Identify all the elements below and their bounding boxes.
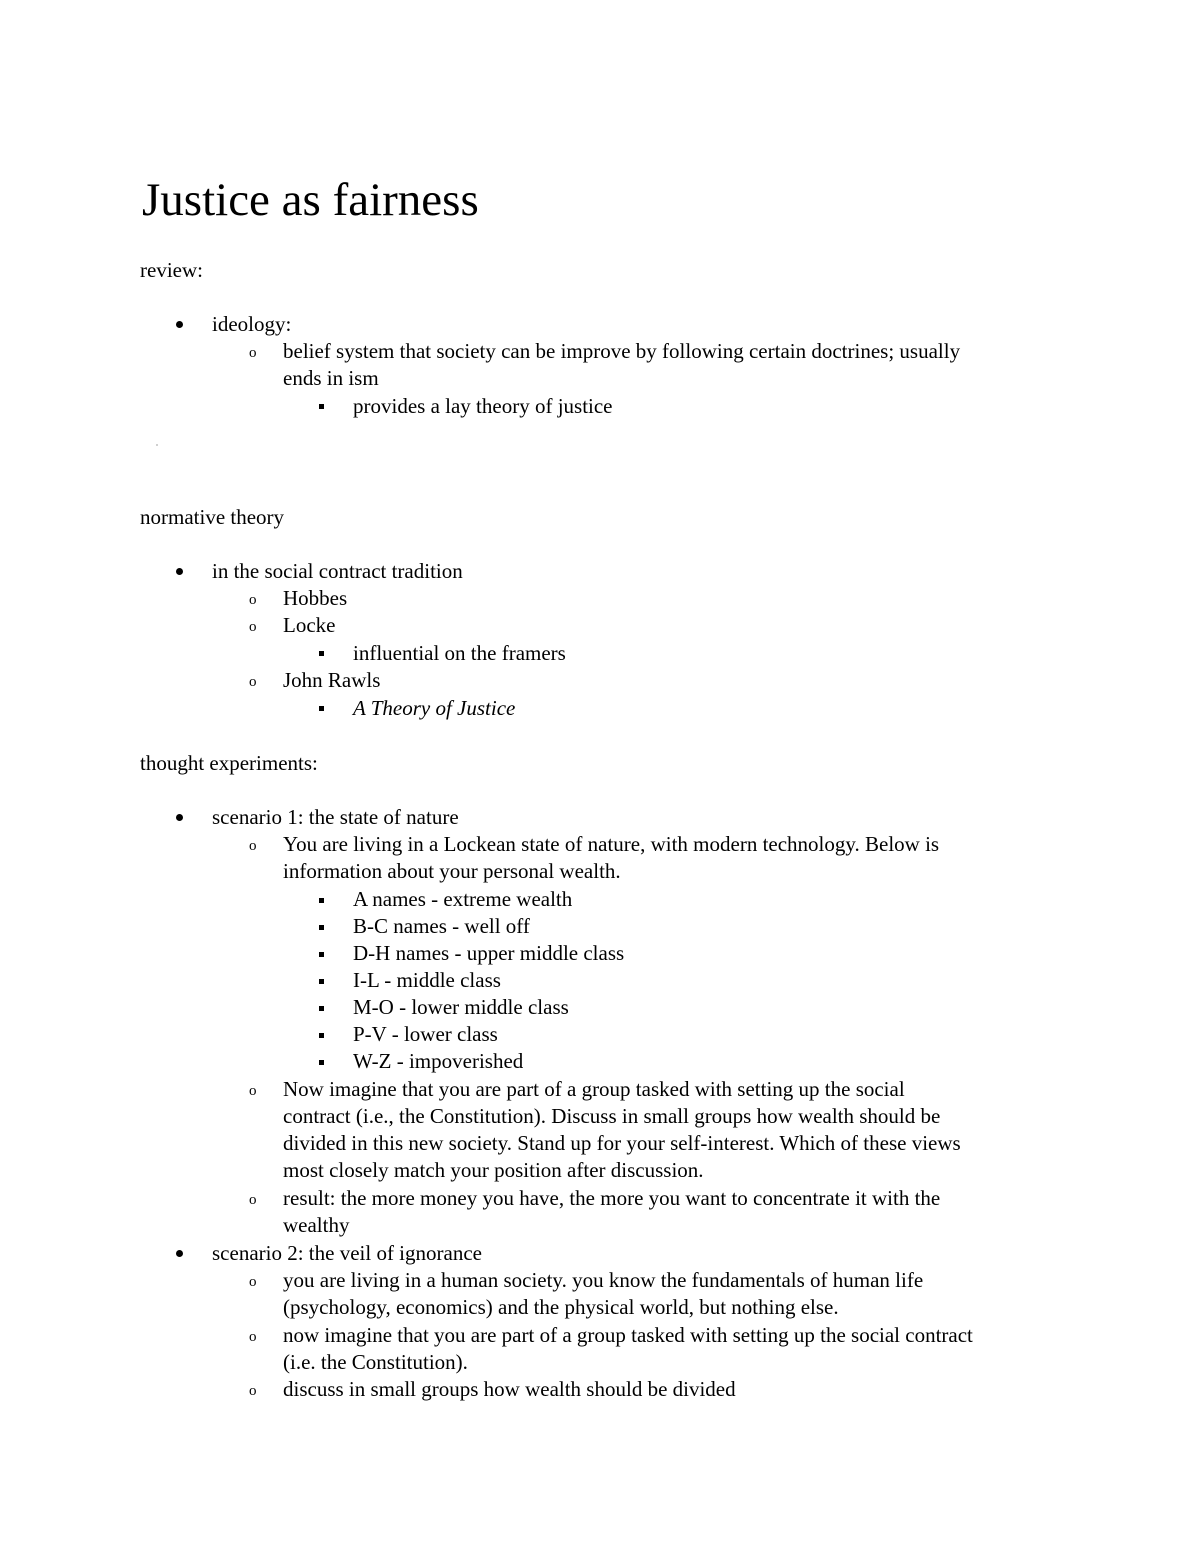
list-item: Now imagine that you are part of a group tasked with setting up the social xyxy=(283,1077,905,1101)
circle-bullet-icon: o xyxy=(249,592,257,608)
square-bullet-icon xyxy=(319,1033,324,1038)
list-item: John Rawls xyxy=(283,668,381,692)
list-item-continuation: information about your personal wealth. xyxy=(283,859,621,883)
square-bullet-icon xyxy=(319,925,324,930)
list-item: provides a lay theory of justice xyxy=(353,394,613,418)
bullet-icon xyxy=(176,568,183,575)
square-bullet-icon xyxy=(319,706,324,711)
list-item: ideology: xyxy=(212,312,292,336)
list-item: now imagine that you are part of a group tasked with setting up the social contract xyxy=(283,1323,973,1347)
list-item: result: the more money you have, the more you want to concentrate it with the xyxy=(283,1186,941,1210)
wealth-item: D-H names - upper middle class xyxy=(353,941,625,965)
list-item: in the social contract tradition xyxy=(212,559,463,583)
circle-bullet-icon: o xyxy=(249,1083,257,1099)
list-item-continuation: most closely match your position after discussion. xyxy=(283,1158,704,1182)
list-item-continuation: (psychology, economics) and the physical world, but nothing else. xyxy=(283,1295,839,1319)
list-item-scenario-2: scenario 2: the veil of ignorance xyxy=(212,1241,482,1265)
section-heading-review: review: xyxy=(140,258,203,282)
list-item: Locke xyxy=(283,613,336,637)
square-bullet-icon xyxy=(319,979,324,984)
list-item-scenario-1: scenario 1: the state of nature xyxy=(212,805,459,829)
bullet-icon xyxy=(176,1250,183,1257)
section-heading-normative-theory: normative theory xyxy=(140,505,285,529)
circle-bullet-icon: o xyxy=(249,345,257,361)
square-bullet-icon xyxy=(319,651,324,656)
circle-bullet-icon: o xyxy=(249,838,257,854)
square-bullet-icon xyxy=(319,898,324,903)
circle-bullet-icon: o xyxy=(249,674,257,690)
list-item-continuation: ends in ism xyxy=(283,366,379,390)
wealth-item: B-C names - well off xyxy=(353,914,530,938)
wealth-item: M-O - lower middle class xyxy=(353,995,569,1019)
section-heading-thought-experiments: thought experiments: xyxy=(140,751,318,775)
square-bullet-icon xyxy=(319,1060,324,1065)
list-item-continuation: (i.e. the Constitution). xyxy=(283,1350,468,1374)
list-item-continuation: divided in this new society. Stand up for your self-interest. Which of these views xyxy=(283,1131,961,1155)
square-bullet-icon xyxy=(319,1006,324,1011)
wealth-item: I-L - middle class xyxy=(353,968,501,992)
list-item: you are living in a human society. you know the fundamentals of human life xyxy=(283,1268,924,1292)
wealth-item: P-V - lower class xyxy=(353,1022,498,1046)
stray-mark xyxy=(156,444,158,446)
page-title: Justice as fairness xyxy=(142,174,479,226)
list-item: Hobbes xyxy=(283,586,348,610)
list-item: belief system that society can be improve by following certain doctrines; usually xyxy=(283,339,961,363)
circle-bullet-icon: o xyxy=(249,619,257,635)
circle-bullet-icon: o xyxy=(249,1274,257,1290)
list-item-continuation: contract (i.e., the Constitution). Discuss in small groups how wealth should be xyxy=(283,1104,941,1128)
bullet-icon xyxy=(176,321,183,328)
circle-bullet-icon: o xyxy=(249,1383,257,1399)
list-item: You are living in a Lockean state of nature, with modern technology. Below is xyxy=(283,832,940,856)
wealth-item: A names - extreme wealth xyxy=(353,887,573,911)
circle-bullet-icon: o xyxy=(249,1329,257,1345)
square-bullet-icon xyxy=(319,404,324,409)
bullet-icon xyxy=(176,814,183,821)
list-item-continuation: wealthy xyxy=(283,1213,350,1237)
list-item: influential on the framers xyxy=(353,641,566,665)
list-item: discuss in small groups how wealth should be divided xyxy=(283,1377,736,1401)
square-bullet-icon xyxy=(319,952,324,957)
wealth-item: W-Z - impoverished xyxy=(353,1049,524,1073)
circle-bullet-icon: o xyxy=(249,1192,257,1208)
book-title: A Theory of Justice xyxy=(353,696,516,720)
